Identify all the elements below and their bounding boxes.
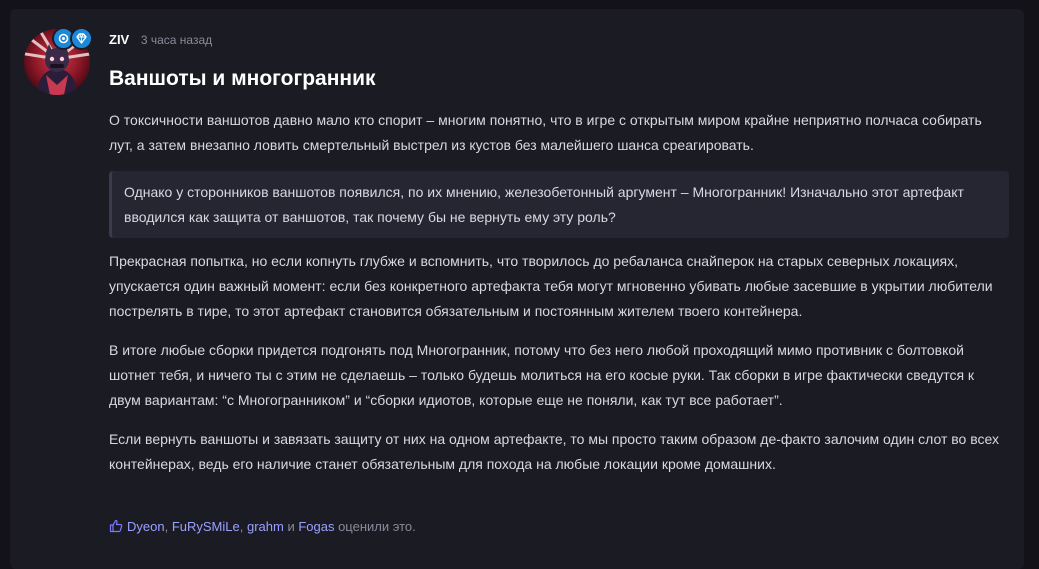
post-timestamp[interactable]: 3 часа назад xyxy=(140,33,213,47)
liker-name[interactable]: Dyeon xyxy=(127,519,165,534)
author-avatar-group[interactable] xyxy=(24,29,90,95)
thumbs-up-icon[interactable] xyxy=(109,519,123,537)
post-paragraph: Прекрасная попытка, но если копнуть глубже и вспомнить, что творилось до ребаланса снайперок на старых северных локациях, упускается один важный момент: если без конкретного артефакта тебя могут мгновенно убивать любые засевшие в укрытии любители пострелять в тире, то этот артефакт становится обязательным и постоянным жителем твоего контейнера. xyxy=(109,253,993,319)
post-quote xyxy=(109,171,1009,238)
likes-summary xyxy=(109,519,416,537)
quote-text: Однако у сторонников ваншотов появился, по их мнению, железобетонный аргумент – Многогранник! Изначально этот артефакт вводился как защита от ваншотов, так почему бы не вернуть ему эту роль? xyxy=(124,184,964,225)
post-title: Ваншоты и многогранник xyxy=(109,67,376,90)
post-paragraph: В итоге любые сборки придется подгонять под Многогранник, потому что без него любой проходящий мимо противник с болтовкой шотнет тебя, и ничего ты с этим не сделаешь – только будешь молиться на его косые руки. Так сборки в игре фактически сведутся к двум вариантам: “с Многогранником” и “сборки идиотов, которые еще не поняли, как тут все работает”. xyxy=(109,342,975,408)
likes-suffix: оценили это. xyxy=(334,519,416,534)
post-paragraph: О токсичности ваншотов давно мало кто спорит – многим понятно, что в игре с открытым миром крайне неприятно полчаса собирать лут, а затем внезапно ловить смертельный выстрел из кустов без малейшего шанса среагировать. xyxy=(109,112,982,153)
post-body xyxy=(109,108,1009,477)
likes-separator: , xyxy=(239,519,247,534)
likes-conjunction: и xyxy=(283,519,299,534)
likes-separator: , xyxy=(164,519,172,534)
liker-name[interactable]: Fogas xyxy=(298,519,335,534)
liker-name[interactable]: FuRySMiLe xyxy=(171,519,240,534)
post-paragraph: Если вернуть ваншоты и завязать защиту от них на одном артефакте, то мы просто таким образом де-факто залочим один слот во всех контейнерах, ведь его наличие станет обязательным для похода на любые локации кроме домашних. xyxy=(109,431,999,472)
liker-name[interactable]: grahm xyxy=(246,519,284,534)
post-meta xyxy=(109,32,212,48)
author-name[interactable]: ZIV xyxy=(109,32,130,47)
diamond-badge-icon[interactable] xyxy=(70,27,93,50)
post-card xyxy=(10,9,1024,569)
